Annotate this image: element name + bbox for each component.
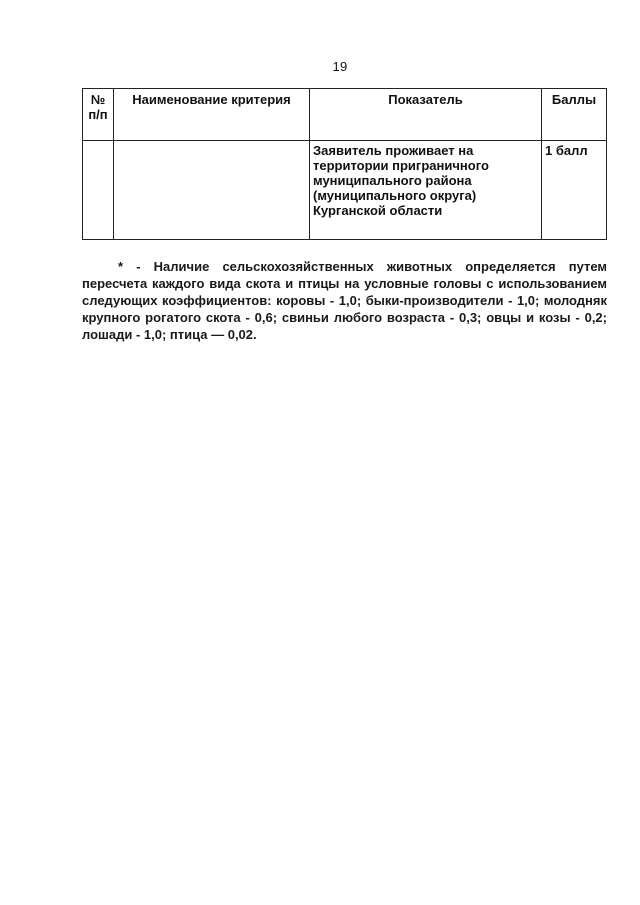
header-number [83, 89, 114, 141]
criteria-table [82, 88, 607, 240]
page-number: 19 [332, 59, 348, 74]
header-number-abbr: п/п [88, 107, 108, 122]
indicator-line: Заявитель проживает на [313, 143, 474, 158]
indicator-line: муниципального района [313, 173, 472, 188]
indicator-line: территории приграничного [313, 158, 489, 173]
cell-score: 1 балл [542, 141, 607, 240]
footnote [82, 258, 607, 343]
header-criterion-name: Наименование критерия [114, 89, 310, 141]
table-row [83, 141, 607, 240]
cell-criterion-name [114, 141, 310, 240]
cell-number [83, 141, 114, 240]
cell-indicator [310, 141, 542, 240]
header-score: Баллы [542, 89, 607, 141]
footnote-text: * - Наличие сельскохозяйственных животных определяется путем пересчета каждого вида скота и птицы на условные головы с использованием следующих коэффициентов: коровы - 1,0; быки-производители - 1,0; молодняк крупного рогатого скота - 0,6; свиньи любого возраста - 0,3; овцы и козы - 0,2; лошади - 1,0; птица — 0,02. [82, 259, 607, 342]
indicator-line: (муниципального округа) [313, 188, 477, 203]
indicator-line: Курганской области [313, 203, 443, 218]
table-header-row [83, 89, 607, 141]
header-number-symbol: № [90, 92, 106, 107]
header-indicator: Показатель [310, 89, 542, 141]
